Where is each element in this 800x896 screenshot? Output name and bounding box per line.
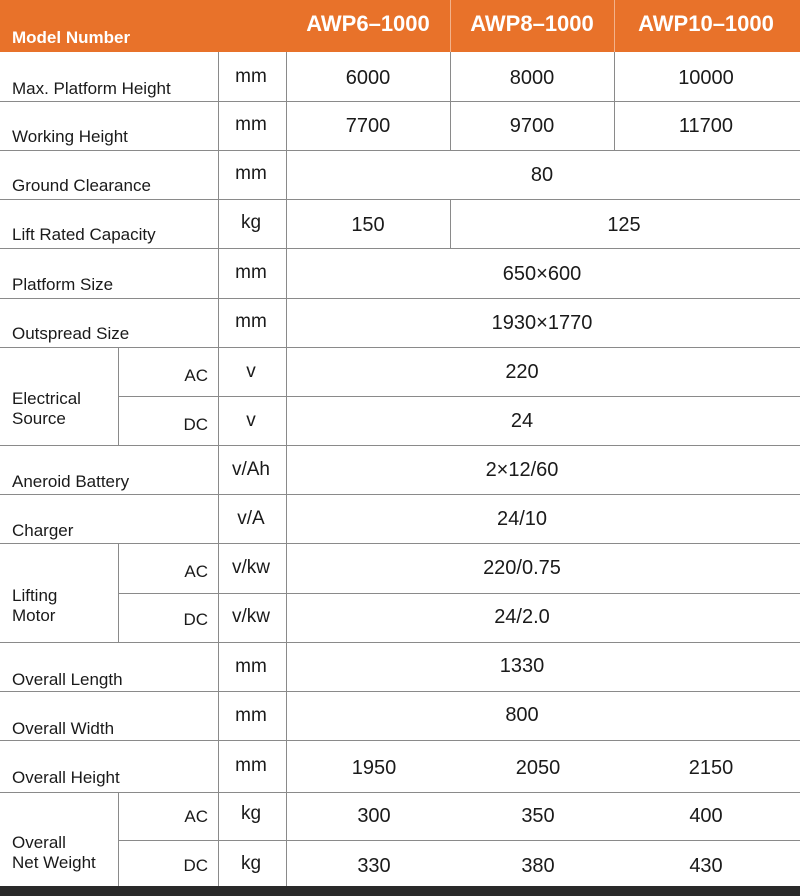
sub-electrical-dc: DC [183, 415, 208, 434]
model-column-divider [450, 52, 451, 150]
unit-aneroid-battery: v/Ah [231, 459, 271, 480]
unit-lift-rated-capacity: kg [240, 212, 262, 233]
row-divider [0, 199, 800, 200]
sub-net-weight-dc: DC [183, 856, 208, 875]
value-max-platform-height-awp10: 10000 [678, 67, 734, 89]
unit-working-height: mm [235, 114, 267, 135]
value-overall-height-awp8: 2050 [515, 757, 561, 779]
value-aneroid-battery: 2×12/60 [485, 459, 559, 481]
value-net-weight-ac-awp6: 300 [357, 805, 391, 827]
unit-ground-clearance: mm [235, 163, 267, 184]
label-charger: Charger [12, 521, 74, 540]
row-divider [0, 494, 800, 495]
row-divider [0, 347, 800, 348]
row-divider [118, 840, 800, 841]
value-net-weight-dc-awp6: 330 [357, 855, 391, 877]
unit-charger: v/A [237, 508, 265, 529]
value-net-weight-dc-awp10: 430 [689, 855, 723, 877]
row-divider [0, 248, 800, 249]
label-electrical-source-line2: Source [12, 409, 66, 428]
row-divider [0, 445, 800, 446]
unit-electrical-ac: v [246, 361, 256, 382]
label-lift-rated-capacity: Lift Rated Capacity [12, 225, 156, 244]
header-model-number-label: Model Number [12, 28, 131, 47]
value-column-divider [286, 52, 287, 886]
header-model-awp10: AWP10–1000 [638, 11, 774, 36]
value-lifting-motor-dc: 24/2.0 [494, 606, 550, 628]
row-divider [0, 792, 800, 793]
label-working-height: Working Height [12, 127, 128, 146]
row-divider [0, 298, 800, 299]
header-model-awp6: AWP6–1000 [306, 11, 430, 36]
unit-electrical-dc: v [246, 410, 256, 431]
row-divider [0, 101, 800, 102]
row-divider [118, 396, 800, 397]
value-max-platform-height-awp6: 6000 [345, 67, 391, 89]
model-column-divider [450, 199, 451, 248]
label-aneroid-battery: Aneroid Battery [12, 472, 130, 491]
model-column-divider [614, 52, 615, 150]
row-divider [118, 593, 800, 594]
unit-lifting-motor-ac: v/kw [232, 557, 270, 578]
label-platform-size: Platform Size [12, 275, 114, 294]
value-charger: 24/10 [496, 508, 548, 530]
header-divider [614, 0, 615, 52]
value-lift-rated-capacity-awp8-10: 125 [607, 214, 641, 236]
row-divider [0, 642, 800, 643]
row-divider [0, 740, 800, 741]
sub-net-weight-ac: AC [184, 807, 208, 826]
label-electrical-source [12, 389, 81, 429]
header-model-awp8: AWP8–1000 [470, 11, 594, 36]
label-overall-length: Overall Length [12, 670, 123, 689]
label-electrical-source-line1: Electrical [12, 389, 81, 408]
unit-overall-width: mm [235, 705, 267, 726]
label-overall-width: Overall Width [12, 719, 115, 738]
value-outspread-size: 1930×1770 [491, 312, 593, 334]
value-working-height-awp6: 7700 [345, 115, 391, 137]
label-outspread-size: Outspread Size [12, 324, 130, 343]
value-overall-width: 800 [505, 704, 539, 726]
value-overall-length: 1330 [499, 655, 545, 677]
value-net-weight-ac-awp10: 400 [689, 805, 723, 827]
unit-overall-length: mm [235, 656, 267, 677]
unit-platform-size: mm [235, 262, 267, 283]
label-lifting-motor-line2: Motor [12, 606, 56, 625]
row-divider [0, 691, 800, 692]
label-overall-net-weight [12, 833, 96, 873]
row-divider [0, 150, 800, 151]
label-overall-net-weight-line2: Net Weight [12, 853, 96, 872]
value-net-weight-dc-awp8: 380 [521, 855, 555, 877]
unit-outspread-size: mm [235, 311, 267, 332]
unit-lifting-motor-dc: v/kw [232, 606, 270, 627]
value-overall-height-awp10: 2150 [688, 757, 734, 779]
value-electrical-ac: 220 [505, 361, 539, 383]
label-overall-height: Overall Height [12, 768, 120, 787]
unit-net-weight-dc: kg [240, 853, 262, 874]
label-max-platform-height: Max. Platform Height [12, 79, 171, 98]
value-overall-height-awp6: 1950 [351, 757, 397, 779]
unit-net-weight-ac: kg [240, 803, 262, 824]
value-lifting-motor-ac: 220/0.75 [483, 557, 561, 579]
label-ground-clearance: Ground Clearance [12, 176, 151, 195]
row-divider [0, 543, 800, 544]
value-working-height-awp10: 11700 [678, 115, 734, 137]
sub-lifting-motor-dc: DC [183, 610, 208, 629]
bottom-border [0, 886, 800, 896]
label-lifting-motor [12, 586, 57, 626]
value-working-height-awp8: 9700 [509, 115, 555, 137]
unit-overall-height: mm [235, 755, 267, 776]
sub-lifting-motor-ac: AC [184, 562, 208, 581]
sub-electrical-ac: AC [184, 366, 208, 385]
value-lift-rated-capacity-awp6: 150 [351, 214, 385, 236]
label-overall-net-weight-line1: Overall [12, 833, 66, 852]
value-ground-clearance: 80 [530, 164, 554, 186]
header-divider [450, 0, 451, 52]
value-platform-size: 650×600 [502, 263, 582, 285]
value-net-weight-ac-awp8: 350 [521, 805, 555, 827]
value-electrical-dc: 24 [510, 410, 534, 432]
unit-max-platform-height: mm [235, 66, 267, 87]
label-lifting-motor-line1: Lifting [12, 586, 58, 605]
value-max-platform-height-awp8: 8000 [509, 67, 555, 89]
